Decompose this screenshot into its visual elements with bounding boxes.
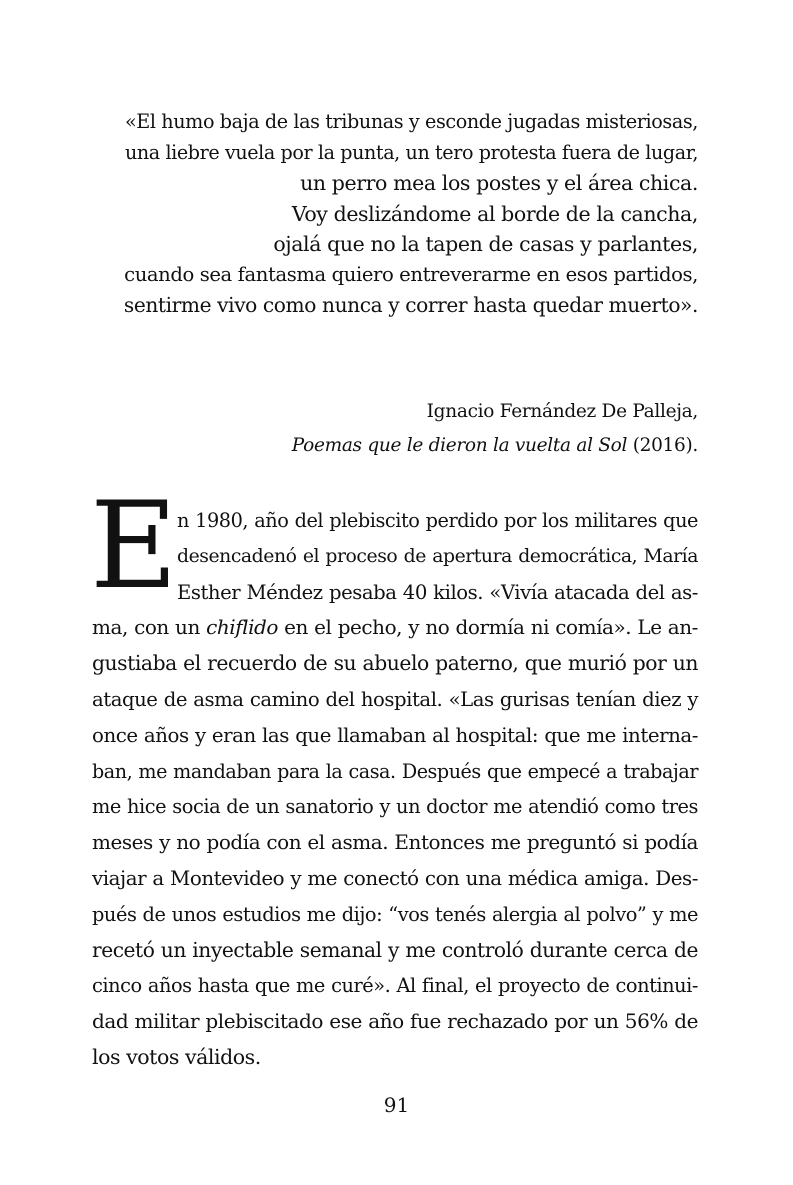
paragraph-line: meses y no podía con el asma. Entonces me preguntó si podía (92, 830, 698, 855)
paragraph-text: ma, con un (92, 615, 207, 640)
epigraph-line: un perro mea los postes y el área chica. (300, 171, 698, 195)
paragraph-line: cinco años hasta que me curé». Al final, el proyecto de continui- (92, 974, 698, 998)
paragraph-line: me hice socia de un sanatorio y un doctor me atendió como tres (92, 795, 698, 819)
paragraph-line (92, 610, 698, 646)
paragraph-text: en el pecho, y no dormía ni comía». Le an- (284, 615, 698, 640)
paragraph-line: desencadenó el proceso de apertura democrática, María (177, 545, 698, 567)
attribution-year: (2016). (627, 435, 698, 456)
attribution-work-title: Poemas que le dieron la vuelta al Sol (291, 435, 628, 456)
paragraph-line: ataque de asma camino del hospital. «Las gurisas tenían diez y (92, 687, 698, 711)
attribution-source (200, 429, 698, 463)
epigraph-line: una liebre vuela por la punta, un tero protesta fuera de lugar, (124, 140, 698, 164)
epigraph-line: sentirme vivo como nunca y correr hasta quedar muerto». (123, 293, 698, 317)
epigraph-line: cuando sea fantasma quiero entreverarme en esos partidos, (124, 262, 698, 286)
paragraph-line: once años y eran las que llamaban al hospital: que me interna- (92, 723, 698, 747)
epigraph-line: ojalá que no la tapen de casas y parlantes, (273, 232, 698, 256)
paragraph-line: ban, me mandaban para la casa. Después que empecé a trabajar (92, 759, 698, 783)
drop-cap-letter: E (90, 477, 178, 616)
paragraph-line: dad militar plebiscitado ese año fue rechazado por un 56% de (92, 1009, 698, 1034)
paragraph-line: n 1980, año del plebiscito perdido por los militares que (177, 509, 698, 532)
paragraph-line: Esther Méndez pesaba 40 kilos. «Vivía atacada del as- (177, 580, 698, 604)
epigraph-poem (120, 107, 698, 321)
italic-word: chiflido (206, 615, 278, 640)
paragraph-line: viajar a Montevideo y me conectó con una médica amiga. Des- (92, 866, 698, 890)
paragraph-line: los votos válidos. (92, 1044, 261, 1069)
epigraph-line: «El humo baja de las tribunas y esconde jugadas misteriosas, (124, 110, 698, 133)
epigraph-attribution (200, 395, 698, 463)
page-number: 91 (383, 1093, 410, 1117)
attribution-author: Ignacio Fernández De Palleja, (426, 401, 698, 422)
body-paragraph (92, 503, 698, 1076)
paragraph-line: gustiaba el recuerdo de su abuelo paterno, que murió por un (92, 651, 698, 676)
epigraph-line: Voy deslizándome al borde de la cancha, (291, 201, 698, 226)
paragraph-line: pués de unos estudios me dijo: “vos tenés alergia al polvo” y me (92, 902, 698, 926)
paragraph-line: recetó un inyectable semanal y me controló durante cerca de (92, 937, 698, 962)
